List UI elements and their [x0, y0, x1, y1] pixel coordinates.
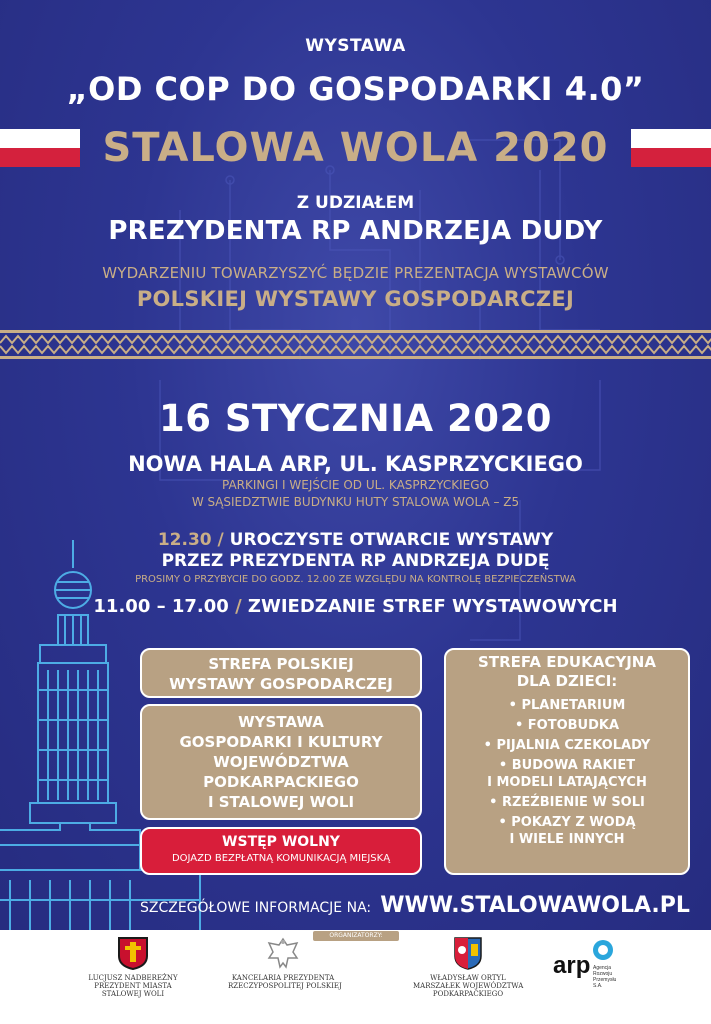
zone-regional-line: I STALOWEJ WOLI: [207, 793, 355, 811]
kids-zone-title-2: DLA DZIECI:: [516, 672, 618, 690]
info-line: [140, 893, 690, 918]
free-transport-label: DOJAZD BEZPŁATNĄ KOMUNIKACJĄ MIEJSKĄ: [171, 853, 391, 864]
city-crest-icon: [117, 936, 149, 970]
zone-regional-line: GOSPODARKI I KULTURY: [179, 733, 383, 751]
free-entry-label: WSTĘP WOLNY: [222, 834, 340, 850]
kids-item: I WIELE INNYCH: [509, 832, 625, 847]
arp-wordmark: arp: [553, 952, 591, 979]
org1-line: STALOWEJ WOLI: [101, 990, 165, 998]
exhibition-title: „OD COP DO GOSPODARKI 4.0”: [66, 70, 645, 108]
zone-pwg-line-1: STREFA POLSKIEJ: [208, 655, 354, 673]
opening-text: UROCZYSTE OTWARCIE WYSTAWY: [229, 530, 554, 550]
opening-separator: /: [211, 530, 230, 550]
city-year: STALOWA WOLA 2020: [102, 125, 609, 171]
kids-item: • POKAZY Z WODĄ: [498, 815, 636, 830]
visit-time: 11.00 – 17.00: [93, 596, 229, 617]
info-label: SZCZEGÓŁOWE INFORMACJE NA:: [140, 900, 372, 916]
opening-line-1: [0, 530, 711, 550]
accompanied-text: WYDARZENIU TOWARZYSZYĆ BĘDZIE PREZENTACJA WYSTAWCÓW: [102, 264, 609, 282]
kids-item: • PLANETARIUM: [508, 698, 626, 713]
zone-regional-line: WOJEWÓDZTWA: [213, 753, 349, 771]
org3-line: WŁADYSŁAW ORTYL: [430, 974, 506, 982]
president-name: PREZYDENTA RP ANDRZEJA DUDY: [108, 216, 603, 246]
opening-time: 12.30: [157, 530, 212, 550]
pwg-title: POLSKIEJ WYSTAWY GOSPODARCZEJ: [136, 287, 575, 311]
kids-item: • BUDOWA RAKIET: [498, 758, 636, 773]
region-crest-icon: [453, 936, 483, 970]
arp-caption: [593, 965, 616, 989]
with-label: Z UDZIAŁEM: [296, 193, 415, 213]
kids-item: • RZEŹBIENIE W SOLI: [489, 795, 645, 810]
arp-caption-line: Rozwoju: [593, 971, 613, 977]
free-entry-box: [140, 827, 422, 875]
kicker: WYSTAWA: [305, 36, 406, 56]
zone-pwg-line-2: WYSTAWY GOSPODARCZEJ: [169, 675, 393, 693]
arp-mark-icon: [591, 938, 615, 962]
chancellery-logo: [228, 936, 342, 990]
kids-zone-title-1: STREFA EDUKACYJNA: [478, 653, 656, 671]
kids-item: • FOTOBUDKA: [514, 718, 620, 733]
zone-regional-line: WYSTAWA: [238, 713, 324, 731]
kids-item: • PIJALNIA CZEKOLADY: [483, 738, 651, 753]
ornament-band-top: [0, 330, 711, 359]
arp-caption-line: Agencja: [593, 965, 612, 971]
visit-separator: /: [228, 596, 248, 617]
kids-item: I MODELI LATAJĄCYCH: [487, 775, 647, 790]
arp-caption-line: S.A.: [593, 983, 603, 989]
event-venue: NOWA HALA ARP, UL. KASPRZYCKIEGO: [128, 452, 583, 476]
org3-line: MARSZAŁEK WOJEWÓDZTWA: [413, 982, 524, 990]
website-link[interactable]: WWW.STALOWAWOLA.PL: [380, 893, 690, 918]
org1-line: LUCJUSZ NADBEREŻNY: [88, 974, 178, 982]
org2-line: RZECZYPOSPOLITEJ POLSKIEJ: [228, 982, 342, 990]
org2-line: KANCELARIA PREZYDENTA: [231, 974, 335, 982]
org1-line: PREZYDENT MIASTA: [94, 982, 172, 990]
podkarpackie-logo: [413, 936, 523, 998]
parking-line-1: PARKINGI I WEJŚCIE OD UL. KASPRZYCKIEGO: [222, 478, 489, 492]
zone-regional-box: [140, 704, 422, 820]
eagle-emblem-icon: [266, 936, 300, 970]
event-date: 16 STYCZNIA 2020: [159, 397, 552, 440]
stalowa-wola-logo: [83, 936, 183, 998]
arp-caption-line: Przemysłu: [593, 977, 617, 983]
kids-zone-box: [444, 648, 690, 875]
visit-line: [0, 596, 711, 617]
visit-text: ZWIEDZANIE STREF WYSTAWOWYCH: [247, 596, 618, 617]
zone-regional-line: PODKARPACKIEGO: [203, 773, 359, 791]
opening-line-2: PRZEZ PREZYDENTA RP ANDRZEJA DUDĘ: [161, 551, 550, 571]
zone-pwg-box: [140, 648, 422, 698]
parking-line-2: W SĄSIEDZTWIE BUDYNKU HUTY STALOWA WOLA – Z5: [191, 495, 520, 509]
security-note: PROSIMY O PRZYBYCIE DO GODZ. 12.00 ZE WZGLĘDU NA KONTROLĘ BEZPIECZEŃSTWA: [135, 574, 576, 585]
organizers-tag: ORGANIZATORZY:: [313, 931, 399, 941]
org3-line: PODKARPACKIEGO: [432, 990, 504, 998]
